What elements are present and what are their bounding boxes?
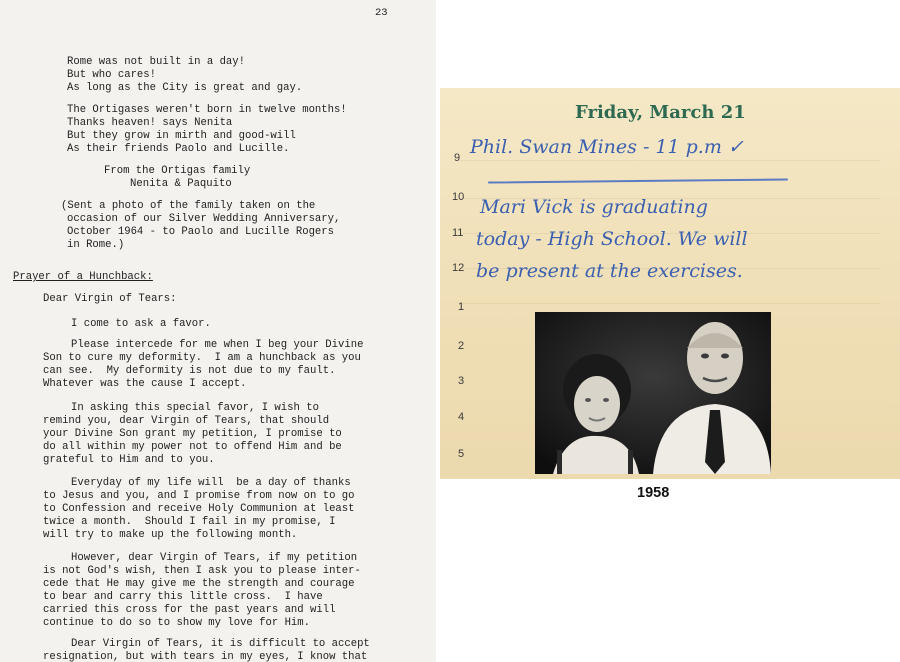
salutation: Dear Virgin of Tears: <box>43 293 177 305</box>
hour-label: 11 <box>452 227 464 239</box>
typewritten-page <box>0 0 436 662</box>
hour-label: 5 <box>458 448 465 460</box>
note-line: occasion of our Silver Wedding Anniversary, <box>67 213 341 225</box>
paragraph-line: continue to do so to show my love for Him. <box>43 617 311 629</box>
signature-line: Nenita & Paquito <box>130 178 232 190</box>
poem-line: The Ortigases weren't born in twelve months! <box>67 104 347 116</box>
poem-line: Thanks heaven! says Nenita <box>67 117 233 129</box>
poem-line: But they grow in mirth and good-will <box>67 130 296 142</box>
paragraph-line: your Divine Son grant my petition, I promise to <box>43 428 342 440</box>
handwritten-entry: Mari Vick is graduating <box>480 196 708 218</box>
hour-label: 10 <box>452 191 465 203</box>
paragraph-line: to Jesus and you, and I promise from now on to go <box>43 490 355 502</box>
paragraph-line: twice a month. Should I fail in my promise, I <box>43 516 336 528</box>
paragraph-line: can see. My deformity is not due to my fault. <box>43 365 336 377</box>
paragraph-line: to bear and carry this little cross. I have <box>43 591 323 603</box>
hour-label: 3 <box>458 375 465 387</box>
ink-underline <box>488 178 788 183</box>
handwritten-entry: be present at the exercises. <box>476 260 743 282</box>
ruled-line <box>460 160 880 161</box>
poem-line: But who cares! <box>67 69 157 81</box>
paragraph-line: will try to make up the following month. <box>43 529 298 541</box>
paragraph-line: do all within my power not to offend Him and be <box>43 441 342 453</box>
page-number: 23 <box>375 7 388 19</box>
paragraph-line: In asking this special favor, I wish to <box>71 402 319 414</box>
paragraph-line: Son to cure my deformity. I am a hunchback as you <box>43 352 361 364</box>
handwritten-entry: Phil. Swan Mines - 11 p.m ✓ <box>470 136 744 158</box>
paragraph-line: remind you, dear Virgin of Tears, that should <box>43 415 330 427</box>
paragraph-line: Dear Virgin of Tears, it is difficult to accept <box>71 638 370 650</box>
note-line: in Rome.) <box>67 239 125 251</box>
paragraph-line: Everyday of my life will be a day of thanks <box>71 477 351 489</box>
family-photo <box>535 312 771 474</box>
paragraph-line: cede that He may give me the strength and courage <box>43 578 355 590</box>
hour-label: 1 <box>458 301 465 313</box>
hour-label: 12 <box>452 262 465 274</box>
paragraph-line: is not God's wish, then I ask you to please inter- <box>43 565 361 577</box>
photo-year-caption: 1958 <box>637 485 670 501</box>
request-line: I come to ask a favor. <box>71 318 211 330</box>
poem-line: Rome was not built in a day! <box>67 56 246 68</box>
paragraph-line: carried this cross for the past years and will <box>43 604 336 616</box>
paragraph-line: Whatever was the cause I accept. <box>43 378 247 390</box>
paragraph-line: to Confession and receive Holy Communion at least <box>43 503 355 515</box>
prayer-heading: Prayer of a Hunchback: <box>13 271 153 283</box>
handwritten-entry: today - High School. We will <box>476 228 748 250</box>
poem-line: As their friends Paolo and Lucille. <box>67 143 290 155</box>
note-line: October 1964 - to Paolo and Lucille Rogers <box>67 226 335 238</box>
photo-image <box>535 312 771 474</box>
paragraph-line: resignation, but with tears in my eyes, I know that <box>43 651 368 662</box>
paragraph-line: However, dear Virgin of Tears, if my petition <box>71 552 358 564</box>
hour-label: 2 <box>458 340 465 352</box>
hour-label: 9 <box>454 152 461 164</box>
diary-date-title: Friday, March 21 <box>575 102 746 123</box>
ruled-line <box>460 303 880 304</box>
paragraph-line: grateful to Him and to you. <box>43 454 215 466</box>
signature-line: From the Ortigas family <box>104 165 251 177</box>
diary-page <box>440 88 900 479</box>
hour-label: 4 <box>458 411 465 423</box>
note-line: (Sent a photo of the family taken on the <box>61 200 316 212</box>
paragraph-line: Please intercede for me when I beg your Divine <box>71 339 364 351</box>
poem-line: As long as the City is great and gay. <box>67 82 303 94</box>
